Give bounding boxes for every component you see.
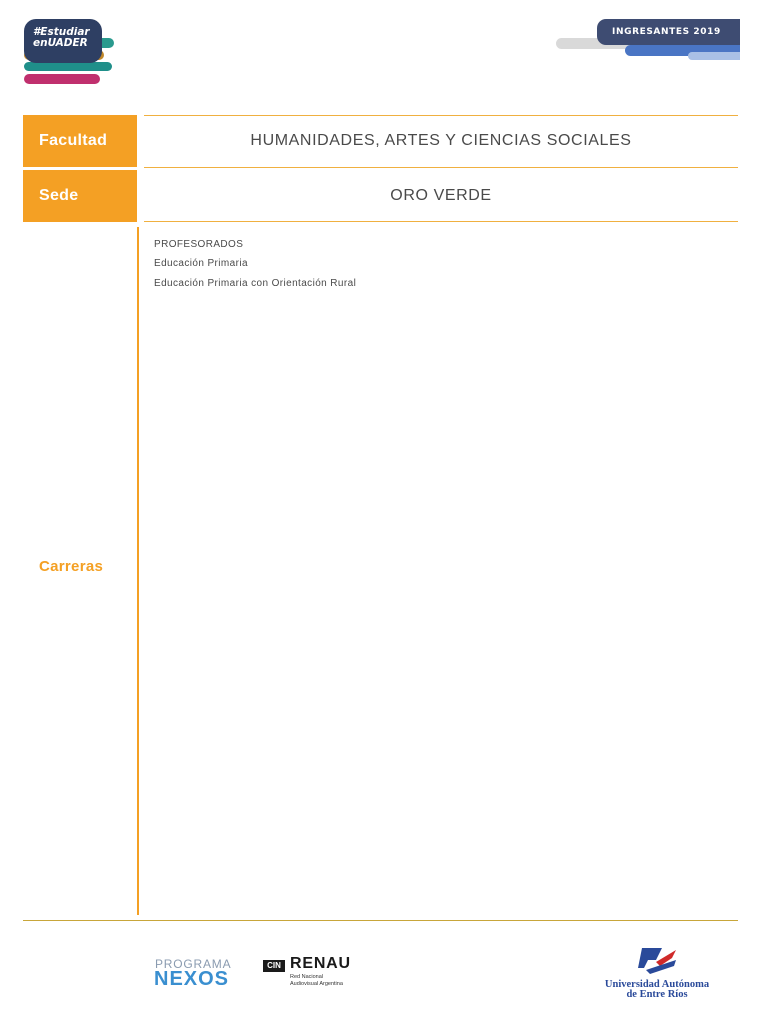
uader-name-line-2: de Entre Ríos: [626, 989, 688, 1000]
facultad-label: Facultad: [23, 115, 137, 167]
badge-line-1: #Estudiar: [33, 26, 90, 38]
uader-name-line-1: Universidad Autónoma: [604, 979, 710, 990]
career-item: PROFESORADOS: [154, 239, 244, 250]
footer-divider: [23, 920, 738, 921]
banner-decor-light: [688, 52, 740, 60]
career-item: Educación Primaria con Orientación Rural: [154, 278, 357, 289]
facultad-bottom-line: [144, 167, 738, 168]
programa-nexos-logo-top: PROGRAMA: [155, 957, 232, 971]
carreras-label: Carreras: [39, 558, 104, 575]
sede-bottom-line: [144, 221, 738, 222]
career-item: Educación Primaria: [154, 258, 248, 269]
uader-name: [592, 980, 722, 1000]
programa-nexos-logo-bottom: NEXOS: [154, 968, 230, 990]
facultad-value: HUMANIDADES, ARTES Y CIENCIAS SOCIALES: [250, 132, 632, 149]
renau-logo: RENAU: [290, 955, 351, 972]
sede-value: ORO VERDE: [390, 187, 492, 204]
ingresantes-banner: INGRESANTES 2019: [597, 19, 740, 45]
sede-label: Sede: [23, 170, 137, 222]
renau-subtitle: [290, 974, 343, 987]
uader-emblem-icon: [636, 944, 680, 974]
renau-subtitle-line-1: Red Nacional: [290, 974, 324, 980]
cin-logo: CIN: [263, 960, 285, 972]
badge-line-2: enUADER: [33, 37, 88, 49]
carreras-divider: [137, 227, 139, 915]
estudiar-en-uader-badge: [24, 19, 102, 63]
renau-subtitle-line-2: Audiovisual Argentina: [290, 980, 343, 987]
